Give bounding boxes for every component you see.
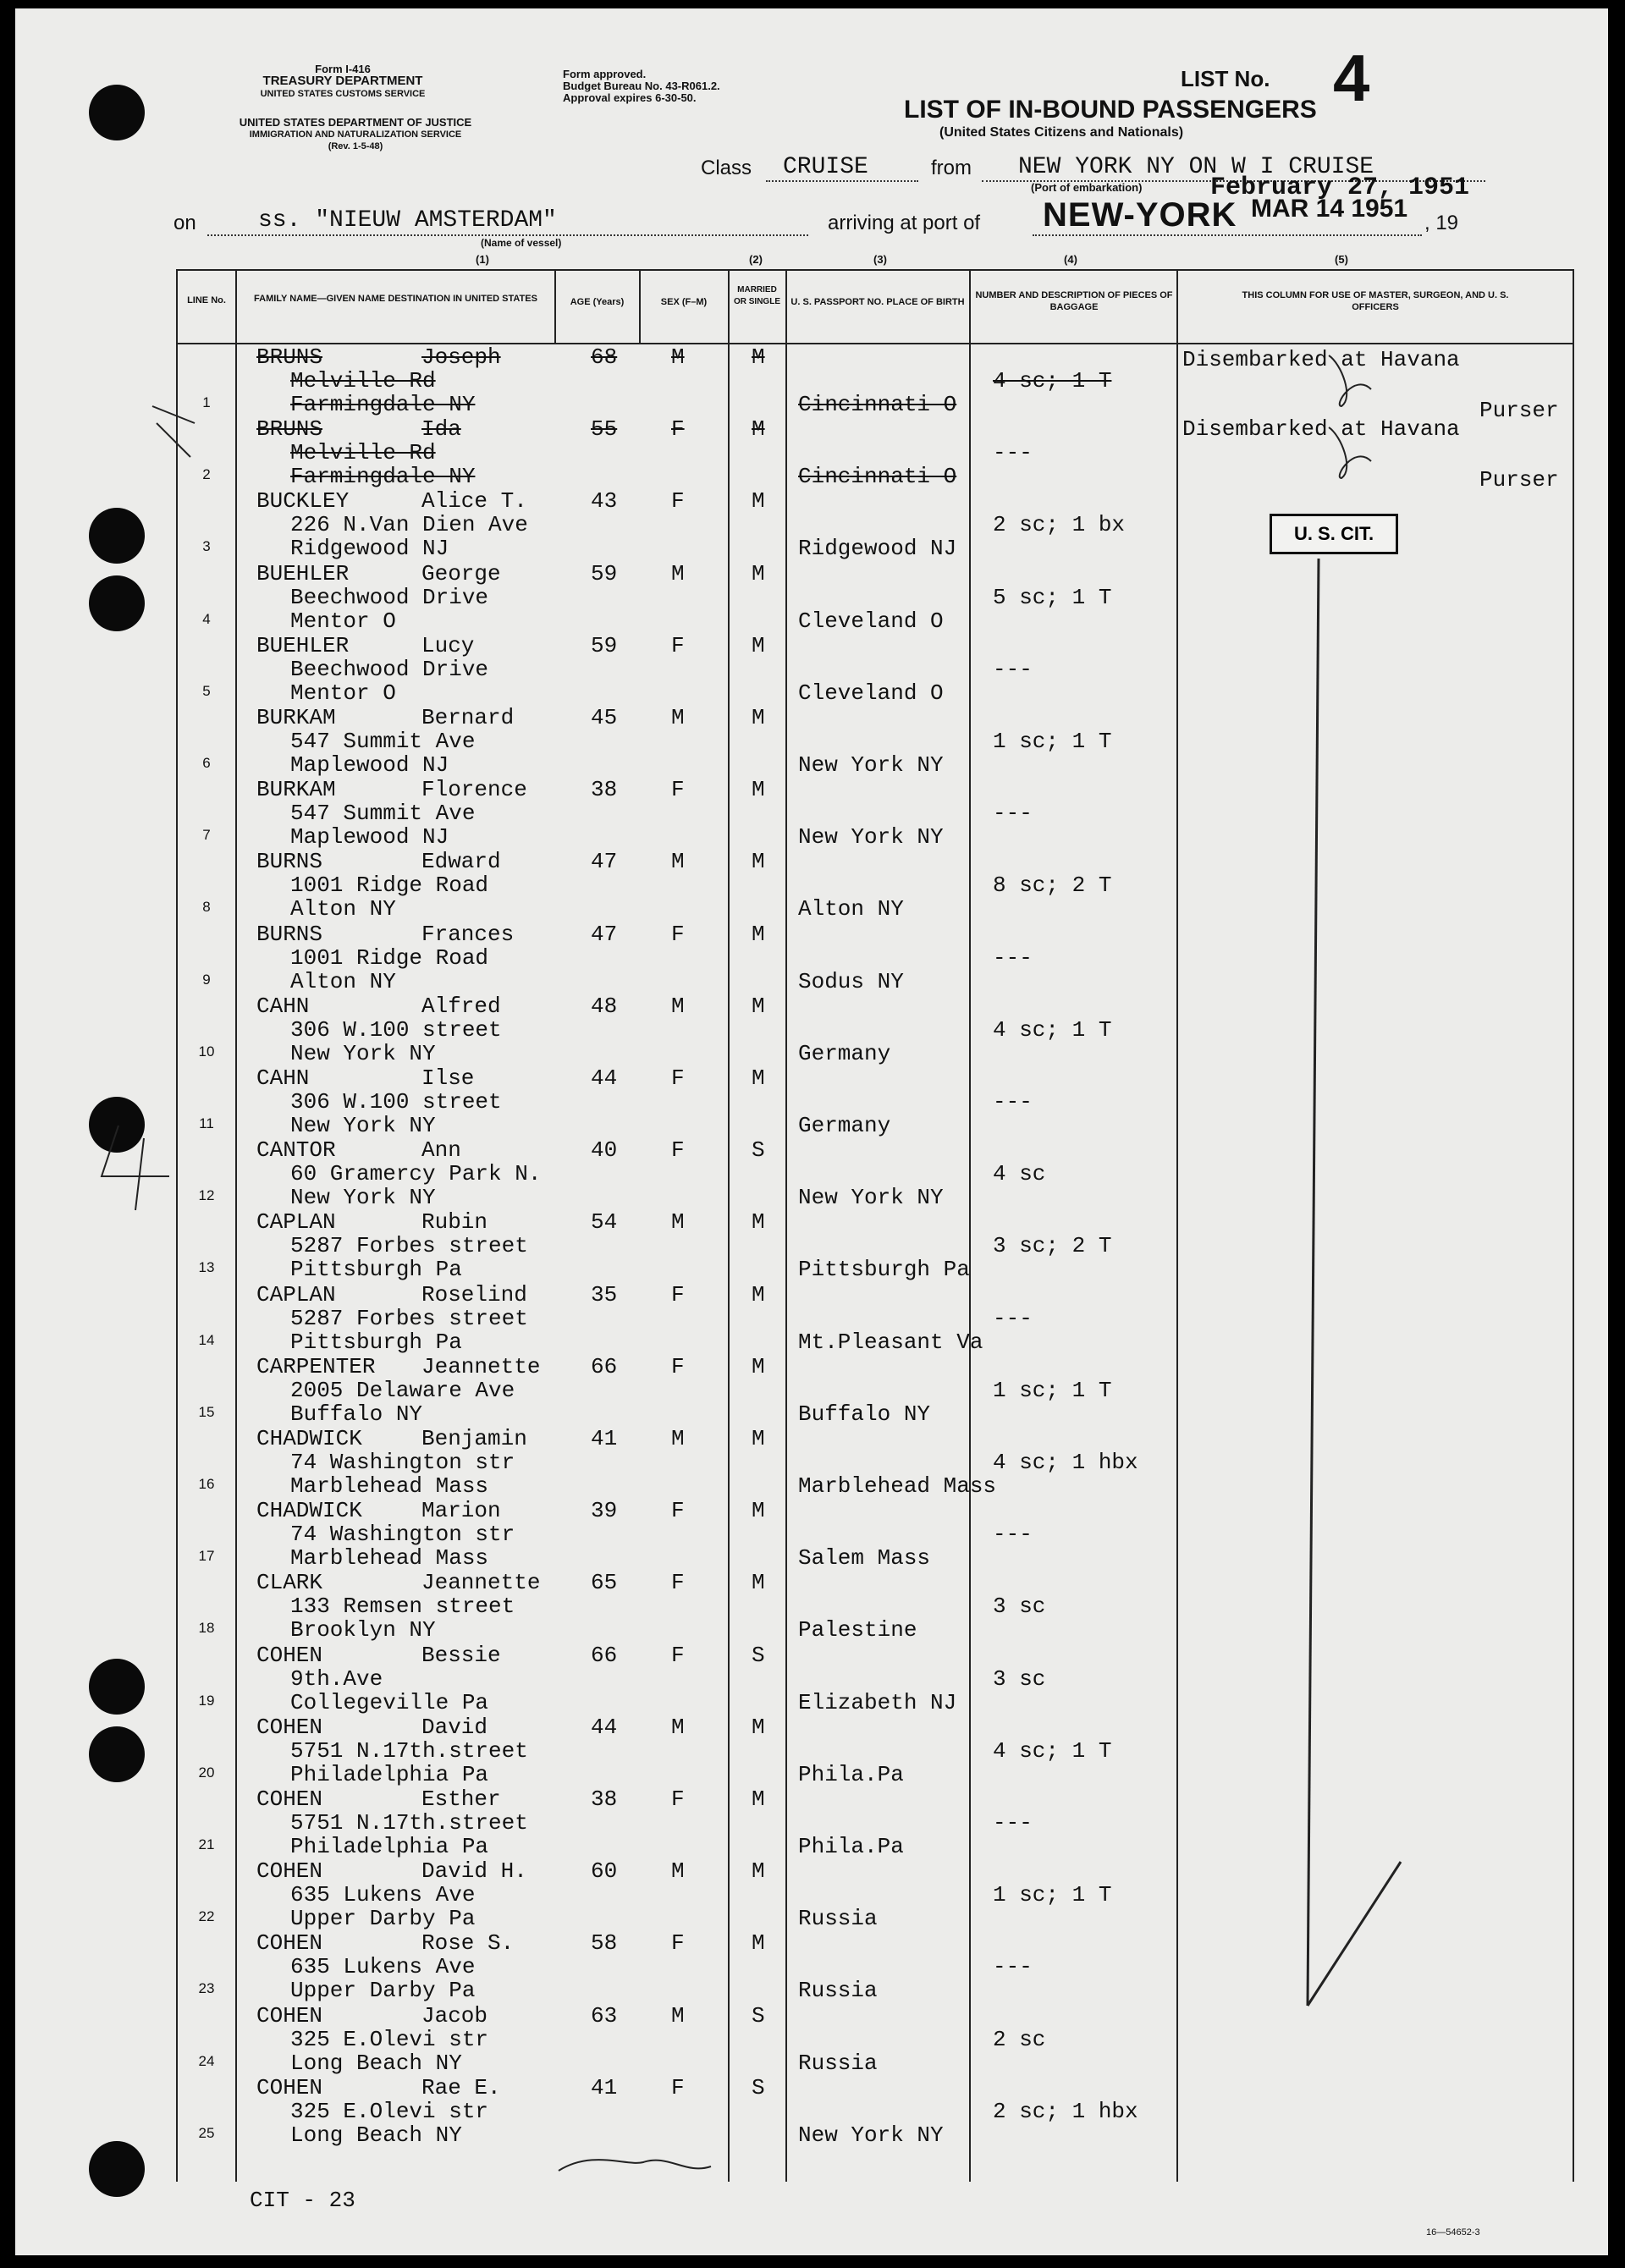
marital-status: M — [752, 560, 765, 586]
marital-status: M — [752, 1065, 765, 1091]
address-line-1: 306 W.100 street — [290, 1016, 502, 1043]
surname: BUEHLER — [256, 632, 350, 658]
place-of-birth: Cleveland O — [798, 608, 944, 634]
line-number: 24 — [198, 2052, 215, 2069]
header-line-no: LINE No. — [187, 295, 226, 306]
approval-expiry: Approval expires 6-30-50. — [563, 91, 697, 104]
address-line-2: New York NY — [290, 1113, 436, 1138]
address-line-2: Buffalo NY — [290, 1401, 423, 1427]
col-5-number: (5) — [1335, 253, 1348, 266]
sex: F — [671, 488, 685, 515]
line-number: 11 — [199, 1115, 214, 1131]
baggage: 1 sc; 1 T — [993, 1377, 1112, 1403]
baggage: 4 sc; 1 T — [993, 368, 1112, 394]
sex: F — [671, 1065, 685, 1091]
surname: CARPENTER — [256, 1353, 376, 1379]
marital-status: M — [752, 1714, 765, 1740]
sex: F — [671, 1786, 685, 1812]
baggage: --- — [993, 1089, 1033, 1115]
address-line-1: 74 Washington str — [290, 1522, 515, 1548]
address-line-1: 9th.Ave — [290, 1665, 383, 1692]
sex: F — [671, 1570, 685, 1596]
vessel-caption: (Name of vessel) — [481, 237, 562, 249]
age: 38 — [591, 1786, 618, 1812]
address-line-2: Long Beach NY — [290, 2122, 462, 2148]
class-value: CRUISE — [783, 154, 868, 180]
age: 41 — [591, 1426, 618, 1451]
line-number: 16 — [198, 1476, 215, 1492]
address-line-2: Philadelphia Pa — [290, 1761, 489, 1787]
port-stamp: NEW-YORK — [1043, 196, 1237, 234]
surname: BRUNS — [256, 416, 323, 443]
justice-dept: UNITED STATES DEPARTMENT OF JUSTICE — [239, 116, 472, 129]
place-of-birth: Mt.Pleasant Va — [798, 1329, 983, 1355]
given-name: Roselind — [421, 1281, 527, 1307]
baggage: 4 sc; 1 hbx — [993, 1450, 1138, 1475]
address-line-1: 133 Remsen street — [290, 1594, 515, 1620]
surname: CAPLAN — [256, 1281, 336, 1307]
address-line-1: 5287 Forbes street — [290, 1305, 528, 1331]
line-number: 1 — [202, 394, 211, 410]
address-line-1: Melville Rd — [290, 368, 436, 394]
sex: M — [671, 993, 685, 1019]
given-name: Edward — [421, 849, 501, 875]
sex: F — [671, 416, 685, 443]
address-line-1: 325 E.Olevi str — [290, 2098, 489, 2124]
age: 59 — [591, 560, 618, 586]
sex: F — [671, 1930, 685, 1957]
surname: BRUNS — [256, 344, 323, 370]
marital-status: M — [752, 632, 765, 658]
line-number: 3 — [202, 538, 211, 555]
marital-status: M — [752, 1858, 765, 1885]
surname: COHEN — [256, 1714, 323, 1740]
place-of-birth: Buffalo NY — [798, 1401, 931, 1427]
line-number: 5 — [202, 682, 211, 699]
header-passport: U. S. PASSPORT NO. PLACE OF BIRTH — [790, 297, 965, 307]
baggage: 1 sc; 1 T — [993, 729, 1112, 754]
port-embark-caption: (Port of embarkation) — [1031, 181, 1143, 194]
address-line-2: Mentor O — [290, 680, 396, 706]
sex: M — [671, 1714, 685, 1740]
sex: M — [671, 705, 685, 730]
given-name: Alfred — [421, 993, 501, 1019]
baggage: 2 sc — [993, 2026, 1046, 2052]
given-name: Bessie — [421, 1642, 501, 1668]
line-number: 8 — [202, 899, 211, 916]
given-name: Frances — [421, 921, 515, 947]
age: 68 — [591, 344, 618, 370]
embark-date: February 27, 1951 — [1210, 173, 1470, 202]
address-line-2: Pittsburgh Pa — [290, 1257, 462, 1283]
place-of-birth: Germany — [798, 1040, 891, 1066]
place-of-birth: Alton NY — [798, 896, 904, 922]
baggage: 8 sc; 2 T — [993, 873, 1112, 899]
line-number: 20 — [198, 1764, 215, 1781]
age: 44 — [591, 1714, 618, 1740]
address-line-1: 635 Lukens Ave — [290, 1882, 476, 1908]
place-of-birth: Russia — [798, 1906, 878, 1932]
vessel-name: ss. "NIEUW AMSTERDAM" — [258, 207, 557, 234]
marital-status: M — [752, 1426, 765, 1451]
given-name: Lucy — [421, 632, 475, 658]
sex: F — [671, 777, 685, 803]
place-of-birth: New York NY — [798, 1185, 944, 1211]
given-name: Rae E. — [421, 2074, 501, 2100]
marital-status: M — [752, 705, 765, 730]
header-age: AGE (Years) — [570, 297, 625, 307]
surname: BURKAM — [256, 777, 336, 803]
address-line-2: Upper Darby Pa — [290, 1906, 476, 1932]
place-of-birth: Russia — [798, 1978, 878, 2004]
remark-purser-1: Purser — [1479, 398, 1559, 423]
address-line-1: Beechwood Drive — [290, 656, 489, 682]
marital-status: S — [752, 1137, 765, 1164]
sex: M — [671, 2002, 685, 2029]
address-line-1: 547 Summit Ave — [290, 801, 476, 827]
age: 63 — [591, 2002, 618, 2029]
baggage: --- — [993, 656, 1033, 682]
given-name: David — [421, 1714, 488, 1740]
address-line-2: Marblehead Mass — [290, 1473, 489, 1499]
list-number: 4 — [1333, 41, 1370, 115]
age: 66 — [591, 1353, 618, 1379]
surname: BURNS — [256, 849, 323, 875]
age: 43 — [591, 488, 618, 515]
address-line-1: 547 Summit Ave — [290, 729, 476, 754]
address-line-1: 1001 Ridge Road — [290, 944, 489, 971]
marital-status: S — [752, 2074, 765, 2100]
footer-cit-count: CIT - 23 — [250, 2188, 355, 2213]
line-number: 4 — [202, 610, 211, 627]
given-name: Benjamin — [421, 1426, 527, 1451]
line-number: 19 — [198, 1692, 215, 1709]
line-number: 12 — [198, 1187, 215, 1204]
place-of-birth: Phila.Pa — [798, 1834, 904, 1859]
surname: BUEHLER — [256, 560, 350, 586]
given-name: Jeannette — [421, 1353, 541, 1379]
age: 47 — [591, 921, 618, 947]
given-name: David H. — [421, 1858, 527, 1885]
place-of-birth: Sodus NY — [798, 968, 904, 994]
line-number: 18 — [198, 1620, 215, 1637]
remark-disembarked-1: Disembarked at Havana — [1182, 347, 1460, 372]
age: 48 — [591, 993, 618, 1019]
footer-print-code: 16—54652-3 — [1426, 2227, 1480, 2238]
marital-status: M — [752, 777, 765, 803]
marital-status: S — [752, 2002, 765, 2029]
age: 44 — [591, 1065, 618, 1091]
line-number: 2 — [202, 466, 211, 483]
place-of-birth: New York NY — [798, 752, 944, 778]
surname: BUCKLEY — [256, 488, 350, 515]
line-number: 14 — [198, 1331, 215, 1348]
surname: CAHN — [256, 993, 310, 1019]
surname: CLARK — [256, 1570, 323, 1596]
place-of-birth: Cincinnati O — [798, 464, 957, 490]
baggage: --- — [993, 1810, 1033, 1836]
place-of-birth: Marblehead Mass — [798, 1473, 997, 1499]
sex: F — [671, 632, 685, 658]
sex: F — [671, 1498, 685, 1524]
immigration-service: IMMIGRATION AND NATURALIZATION SERVICE — [249, 129, 462, 140]
surname: COHEN — [256, 2074, 323, 2100]
line-number: 7 — [202, 827, 211, 844]
age: 45 — [591, 705, 618, 730]
baggage: 4 sc; 1 T — [993, 1737, 1112, 1764]
given-name: Florence — [421, 777, 527, 803]
customs-service: UNITED STATES CUSTOMS SERVICE — [260, 89, 426, 99]
place-of-birth: Elizabeth NJ — [798, 1689, 957, 1715]
sex: M — [671, 344, 685, 370]
surname: COHEN — [256, 1642, 323, 1668]
header-officers: THIS COLUMN FOR USE OF MASTER, SURGEON, AND U. S. OFFICERS — [1242, 290, 1509, 312]
place-of-birth: New York NY — [798, 2122, 944, 2148]
header-name: FAMILY NAME—GIVEN NAME DESTINATION IN UNITED STATES — [254, 294, 537, 304]
line-number: 21 — [198, 1836, 215, 1852]
surname: COHEN — [256, 1786, 323, 1812]
baggage: --- — [993, 1954, 1033, 1980]
line-number: 17 — [198, 1548, 215, 1565]
given-name: Bernard — [421, 705, 515, 730]
place-of-birth: New York NY — [798, 824, 944, 850]
sex: M — [671, 1858, 685, 1885]
line-number: 25 — [198, 2124, 215, 2141]
given-name: Jacob — [421, 2002, 488, 2029]
from-label: from — [931, 157, 972, 179]
surname: BURNS — [256, 921, 323, 947]
year-suffix: , 19 — [1424, 212, 1459, 234]
age: 35 — [591, 1281, 618, 1307]
age: 66 — [591, 1642, 618, 1668]
remark-purser-2: Purser — [1479, 467, 1559, 493]
address-line-1: 74 Washington str — [290, 1450, 515, 1475]
list-no-label: LIST No. — [1181, 66, 1270, 91]
sex: M — [671, 849, 685, 875]
line-number: 6 — [202, 755, 211, 771]
on-label: on — [174, 212, 196, 234]
given-name: Ida — [421, 416, 461, 443]
address-line-2: Alton NY — [290, 896, 396, 922]
address-line-2: Maplewood NJ — [290, 824, 449, 850]
address-line-1: 226 N.Van Dien Ave — [290, 512, 528, 538]
baggage: --- — [993, 1305, 1033, 1331]
surname: CHADWICK — [256, 1426, 362, 1451]
sex: F — [671, 1281, 685, 1307]
from-value: NEW YORK NY ON W I CRUISE — [1018, 154, 1374, 180]
date-stamp: MAR 14 1951 — [1251, 195, 1408, 223]
line-number: 13 — [198, 1259, 215, 1276]
sex: F — [671, 921, 685, 947]
given-name: George — [421, 560, 501, 586]
age: 38 — [591, 777, 618, 803]
place-of-birth: Pittsburgh Pa — [798, 1257, 970, 1283]
marital-status: M — [752, 1570, 765, 1596]
header-sex: SEX (F–M) — [660, 297, 708, 307]
marital-status: M — [752, 344, 765, 370]
given-name: Rubin — [421, 1209, 488, 1236]
baggage: --- — [993, 944, 1033, 971]
line-number: 23 — [198, 1980, 215, 1997]
address-line-1: 5751 N.17th.street — [290, 1810, 528, 1836]
address-line-2: Long Beach NY — [290, 2050, 462, 2076]
age: 40 — [591, 1137, 618, 1164]
col-1-number: (1) — [476, 253, 489, 266]
given-name: Rose S. — [421, 1930, 515, 1957]
sex: M — [671, 1426, 685, 1451]
baggage: --- — [993, 440, 1033, 466]
form-approved: Form approved. — [563, 68, 647, 80]
baggage: 4 sc — [993, 1161, 1046, 1187]
address-line-2: Marblehead Mass — [290, 1545, 489, 1572]
line-number: 10 — [198, 1043, 215, 1060]
line-number: 15 — [198, 1403, 215, 1420]
us-cit-stamp: U. S. CIT. — [1270, 514, 1398, 554]
marital-status: M — [752, 1786, 765, 1812]
marital-status: M — [752, 921, 765, 947]
address-line-2: Pittsburgh Pa — [290, 1329, 462, 1355]
sex: F — [671, 1642, 685, 1668]
baggage: 2 sc; 1 bx — [993, 512, 1126, 538]
surname: COHEN — [256, 1930, 323, 1957]
place-of-birth: Phila.Pa — [798, 1761, 904, 1787]
age: 47 — [591, 849, 618, 875]
col-3-number: (3) — [873, 253, 887, 266]
sex: F — [671, 1353, 685, 1379]
address-line-1: 2005 Delaware Ave — [290, 1377, 515, 1403]
given-name: Ilse — [421, 1065, 475, 1091]
marital-status: M — [752, 1930, 765, 1957]
address-line-1: 325 E.Olevi str — [290, 2026, 489, 2052]
surname: BURKAM — [256, 705, 336, 730]
given-name: Esther — [421, 1786, 501, 1812]
place-of-birth: Cleveland O — [798, 680, 944, 706]
baggage: 4 sc; 1 T — [993, 1016, 1112, 1043]
address-line-1: Beechwood Drive — [290, 584, 489, 610]
surname: COHEN — [256, 1858, 323, 1885]
line-number: 22 — [198, 1908, 215, 1925]
place-of-birth: Palestine — [798, 1617, 917, 1643]
surname: CANTOR — [256, 1137, 336, 1164]
address-line-1: 5287 Forbes street — [290, 1233, 528, 1259]
arriving-label: arriving at port of — [828, 212, 981, 234]
remark-disembarked-2: Disembarked at Havana — [1182, 416, 1460, 442]
surname: CHADWICK — [256, 1498, 362, 1524]
age: 65 — [591, 1570, 618, 1596]
address-line-1: 60 Gramercy Park N. — [290, 1161, 542, 1187]
address-line-2: Farmingdale NY — [290, 392, 476, 417]
surname: CAPLAN — [256, 1209, 336, 1236]
given-name: Alice T. — [421, 488, 527, 515]
list-title: LIST OF IN-BOUND PASSENGERS — [904, 96, 1317, 124]
age: 54 — [591, 1209, 618, 1236]
address-line-2: Mentor O — [290, 608, 396, 634]
sex: M — [671, 1209, 685, 1236]
list-subtitle: (United States Citizens and Nationals) — [939, 125, 1184, 140]
address-line-2: Farmingdale NY — [290, 464, 476, 490]
marital-status: S — [752, 1642, 765, 1668]
age: 59 — [591, 632, 618, 658]
address-line-1: 306 W.100 street — [290, 1089, 502, 1115]
baggage: --- — [993, 801, 1033, 827]
revision: (Rev. 1-5-48) — [328, 141, 383, 151]
address-line-2: Collegeville Pa — [290, 1689, 489, 1715]
marital-status: M — [752, 1281, 765, 1307]
address-line-1: 635 Lukens Ave — [290, 1954, 476, 1980]
address-line-1: Melville Rd — [290, 440, 436, 466]
sex: M — [671, 560, 685, 586]
place-of-birth: Ridgewood NJ — [798, 536, 957, 562]
address-line-2: New York NY — [290, 1185, 436, 1211]
baggage: 1 sc; 1 T — [993, 1882, 1112, 1908]
col-2-number: (2) — [749, 253, 763, 266]
baggage: 2 sc; 1 hbx — [993, 2098, 1138, 2124]
surname: CAHN — [256, 1065, 310, 1091]
given-name: Joseph — [421, 344, 501, 370]
col-4-number: (4) — [1064, 253, 1077, 266]
form-number: Form I-416 — [315, 63, 371, 75]
baggage: --- — [993, 1522, 1033, 1548]
surname: COHEN — [256, 2002, 323, 2029]
budget-bureau: Budget Bureau No. 43-R061.2. — [563, 80, 720, 92]
address-line-2: Alton NY — [290, 968, 396, 994]
address-line-2: Upper Darby Pa — [290, 1978, 476, 2004]
marital-status: M — [752, 1353, 765, 1379]
place-of-birth: Russia — [798, 2050, 878, 2076]
baggage: 3 sc — [993, 1594, 1046, 1620]
address-line-2: New York NY — [290, 1040, 436, 1066]
address-line-2: Maplewood NJ — [290, 752, 449, 778]
given-name: Marion — [421, 1498, 501, 1524]
address-line-2: Brooklyn NY — [290, 1617, 436, 1643]
age: 55 — [591, 416, 618, 443]
treasury-dept: TREASURY DEPARTMENT — [262, 74, 423, 88]
marital-status: M — [752, 849, 765, 875]
place-of-birth: Salem Mass — [798, 1545, 931, 1572]
marital-status: M — [752, 1498, 765, 1524]
marital-status: M — [752, 488, 765, 515]
baggage: 3 sc — [993, 1665, 1046, 1692]
address-line-2: Philadelphia Pa — [290, 1834, 489, 1859]
given-name: Jeannette — [421, 1570, 541, 1596]
place-of-birth: Cincinnati O — [798, 392, 957, 417]
place-of-birth: Germany — [798, 1113, 891, 1138]
address-line-1: 5751 N.17th.street — [290, 1737, 528, 1764]
line-number: 9 — [202, 971, 211, 988]
baggage: 3 sc; 2 T — [993, 1233, 1112, 1259]
marital-status: M — [752, 1209, 765, 1236]
age: 58 — [591, 1930, 618, 1957]
header-married: MARRIED OR SINGLE — [733, 285, 780, 306]
address-line-2: Ridgewood NJ — [290, 536, 449, 562]
header-baggage: NUMBER AND DESCRIPTION OF PIECES OF BAGGAGE — [975, 290, 1173, 312]
class-label: Class — [701, 157, 752, 179]
sex: F — [671, 2074, 685, 2100]
sex: F — [671, 1137, 685, 1164]
age: 60 — [591, 1858, 618, 1885]
age: 41 — [591, 2074, 618, 2100]
baggage: 5 sc; 1 T — [993, 584, 1112, 610]
marital-status: M — [752, 993, 765, 1019]
address-line-1: 1001 Ridge Road — [290, 873, 489, 899]
marital-status: M — [752, 416, 765, 443]
age: 39 — [591, 1498, 618, 1524]
given-name: Ann — [421, 1137, 461, 1164]
